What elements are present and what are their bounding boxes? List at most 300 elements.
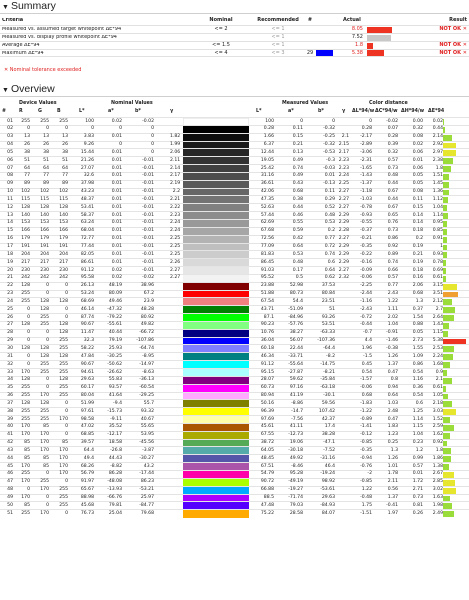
device-b: 255 — [59, 361, 68, 367]
device-g: 166 — [40, 228, 49, 234]
delta-h: 0.05 — [412, 181, 423, 187]
table-row — [0, 478, 469, 486]
delta-h: 0.08 — [412, 134, 423, 140]
row-number: 01 — [7, 118, 13, 124]
measured-l: 67.51 — [260, 463, 274, 469]
device-g: 64 — [43, 165, 49, 171]
nominal-a: 0.02 — [111, 118, 122, 124]
measured-b: 0.64 — [324, 267, 335, 273]
measured-b: 93.26 — [321, 314, 335, 320]
delta-l: -1.5 — [363, 353, 372, 359]
device-r: 170 — [21, 495, 30, 500]
delta-c: 1.78 — [387, 471, 398, 477]
device-b: 85 — [62, 440, 68, 446]
nominal-gamma: 2.19 — [170, 181, 181, 187]
delta-c: 0.44 — [387, 196, 398, 202]
nominal-a: 49.46 — [108, 298, 122, 304]
delta-c: 2.43 — [387, 291, 398, 297]
measured-l: 60.73 — [260, 385, 274, 391]
device-b: 128 — [59, 298, 68, 304]
measured-a: 0.74 — [292, 165, 303, 171]
delta-c: 1.04 — [387, 322, 398, 328]
nominal-l: 86.61 — [80, 259, 94, 265]
nominal-l: 26.13 — [80, 283, 94, 289]
measured-l: 91.12 — [260, 361, 274, 367]
device-b: 0 — [65, 291, 68, 297]
table-row — [0, 423, 469, 431]
header-actual: Actual — [343, 16, 361, 23]
delta-l: -0.85 — [360, 479, 372, 485]
table-row — [0, 462, 469, 470]
delta-l: -1.22 — [360, 408, 372, 414]
nominal-gamma: 2.24 — [170, 228, 181, 234]
device-g: 255 — [40, 314, 49, 320]
device-g: 26 — [43, 142, 49, 148]
delta-h: 0.16 — [412, 275, 423, 281]
device-g: 0 — [46, 126, 49, 132]
nominal-gamma: 2.06 — [170, 149, 181, 155]
delta-e: 1.62 — [432, 432, 443, 438]
summary-title: Summary — [10, 0, 56, 12]
measured-b: 38.28 — [321, 432, 335, 438]
device-r: 0 — [27, 338, 30, 344]
nominal-a: 0.01 — [111, 196, 122, 202]
nominal-l: 9.26 — [83, 142, 94, 148]
delta-c: 0.89 — [387, 251, 398, 257]
delta-c: -0.02 — [386, 118, 398, 124]
nominal-l: 15.44 — [80, 149, 94, 155]
measured-l: 47.48 — [260, 502, 274, 508]
table-row — [0, 141, 469, 149]
delta-e: 0.61 — [432, 275, 443, 281]
device-r: 89 — [24, 181, 30, 187]
nominal-b: 86.23 — [140, 479, 154, 485]
row-number: 36 — [7, 393, 13, 399]
device-r: 26 — [24, 142, 30, 148]
nominal-b: 43.2 — [143, 463, 154, 469]
row-number: 08 — [7, 173, 13, 179]
device-b: 0 — [65, 510, 68, 516]
nominal-l: 48.37 — [80, 196, 94, 202]
device-r: 128 — [21, 377, 30, 383]
delta-e: 2.85 — [432, 479, 443, 485]
summary-recommended: <= 1 — [271, 26, 285, 32]
measured-b: -0.3 — [326, 157, 335, 163]
nominal-a: -66.76 — [107, 495, 122, 500]
nominal-b: -0.01 — [142, 157, 154, 163]
nominal-l: 49.4 — [83, 455, 94, 461]
device-g: 128 — [40, 298, 49, 304]
delta-h: 1.04 — [412, 432, 423, 438]
table-row — [0, 243, 469, 251]
summary-heading[interactable] — [2, 1, 56, 12]
measured-b: -19.24 — [320, 471, 335, 477]
device-b: 0 — [65, 306, 68, 312]
delta-e: 0.69 — [432, 267, 443, 273]
nominal-a: 18.58 — [108, 440, 122, 446]
nominal-a: 0.01 — [111, 181, 122, 187]
delta-c: 0.73 — [387, 228, 398, 234]
nominal-b: 55.65 — [140, 424, 154, 430]
device-b: 77 — [62, 173, 68, 179]
table-row — [0, 250, 469, 258]
delta-l: -0.12 — [360, 432, 372, 438]
nominal-l: 3.83 — [83, 134, 94, 140]
device-b: 128 — [59, 353, 68, 359]
nominal-b: -30.27 — [139, 455, 154, 461]
measured-a: 52.98 — [289, 283, 303, 289]
nominal-b: -17.44 — [139, 471, 154, 477]
nominal-gamma: 2.22 — [170, 204, 181, 210]
nominal-b: -8.95 — [142, 353, 154, 359]
delta-l: -0.21 — [360, 236, 372, 242]
table-row — [0, 415, 469, 423]
delta-e: 1.36 — [432, 189, 443, 195]
measured-b: 42.37 — [321, 416, 335, 422]
device-r: 255 — [21, 510, 30, 516]
delta-c: 1.26 — [387, 353, 398, 359]
table-row — [0, 235, 469, 243]
summary-nominal: <= 4 — [214, 49, 228, 56]
table-row — [0, 352, 469, 360]
nominal-l: 91.97 — [80, 479, 94, 485]
table-row — [0, 172, 469, 180]
nominal-a: -26.8 — [110, 447, 122, 453]
col-nominal-b: b* — [135, 109, 141, 114]
nominal-a: 86.28 — [108, 471, 122, 477]
nominal-a: 93.57 — [108, 385, 122, 391]
row-number: 44 — [7, 455, 13, 461]
measured-b: 0.01 — [324, 173, 335, 179]
nominal-a: 80.09 — [108, 291, 122, 297]
measured-b: -8.2 — [326, 353, 335, 359]
delta-e: 2.53 — [432, 345, 443, 351]
measured-l: 10.76 — [260, 330, 274, 336]
nominal-a: 25.04 — [108, 510, 122, 516]
delta-e: 2.64 — [432, 314, 443, 320]
device-b: 204 — [59, 251, 68, 257]
nominal-l: 43.23 — [80, 189, 94, 195]
nominal-a: -30.25 — [107, 353, 122, 359]
measured-l: 87.1 — [263, 314, 274, 320]
table-row — [0, 282, 469, 290]
nominal-a: 40.44 — [108, 330, 122, 336]
table-row — [0, 180, 469, 188]
measured-l: 77.09 — [260, 244, 274, 249]
nominal-gamma: 2.25 — [170, 236, 181, 242]
delta-h: 0.00 — [412, 118, 423, 124]
delta-e: 1.04 — [432, 204, 443, 210]
device-g: 170 — [40, 393, 49, 399]
summary-row — [0, 49, 469, 57]
measured-b: 0.53 — [324, 220, 335, 226]
col-measured-gamma: γ — [342, 109, 346, 114]
delta-l: -1.57 — [360, 377, 372, 383]
summary-recommended: <= 3 — [271, 49, 285, 56]
delta-e: 3.51 — [432, 291, 443, 297]
delta-h: 0.11 — [412, 196, 423, 202]
nominal-l: 76.73 — [80, 510, 94, 516]
nominal-b: -0.01 — [142, 228, 154, 234]
measured-l: 57.44 — [260, 212, 274, 218]
device-g: 0 — [46, 338, 49, 344]
nominal-b: 55.7 — [143, 400, 154, 406]
measured-a: 59.62 — [289, 377, 303, 383]
device-r: 0 — [27, 330, 30, 336]
measured-b: -7.52 — [323, 447, 335, 453]
device-g: 0 — [46, 330, 49, 336]
table-row — [0, 384, 469, 392]
nominal-a: 79.19 — [108, 338, 122, 344]
nominal-a: 41.64 — [108, 393, 122, 399]
nominal-l: 68.04 — [80, 228, 94, 234]
delta-l: -0.85 — [360, 440, 372, 446]
measured-a: 0.43 — [292, 181, 303, 187]
device-b: 191 — [59, 244, 68, 249]
measured-b: 84.07 — [321, 510, 335, 516]
device-g: 38 — [43, 149, 49, 155]
row-number: 02 — [7, 126, 13, 132]
measured-a: 0.11 — [292, 126, 303, 132]
device-r: 170 — [21, 479, 30, 485]
row-number: 17 — [7, 244, 13, 249]
delta-e: 2.49 — [432, 510, 443, 516]
delta-h: 0.06 — [412, 165, 423, 171]
delta-h: 0.26 — [412, 510, 423, 516]
device-g: 255 — [40, 479, 49, 485]
row-number: 39 — [7, 416, 13, 422]
delta-e: 1.12 — [432, 196, 443, 202]
row-number: 30 — [7, 345, 13, 351]
nominal-a: 0 — [119, 142, 122, 148]
nominal-l: 47.02 — [80, 424, 94, 430]
delta-l: -0.06 — [360, 275, 372, 281]
device-b: 179 — [59, 236, 68, 242]
table-row — [0, 117, 469, 125]
group-device-values: Device Values — [19, 101, 57, 106]
measured-a: 0.68 — [292, 189, 303, 195]
delta-e: 5.38 — [432, 338, 443, 344]
delta-l: 1.22 — [361, 487, 372, 493]
nominal-b: -14.97 — [139, 361, 154, 367]
delta-l: -0.94 — [360, 455, 372, 461]
delta-e: 2.1 — [435, 377, 443, 383]
nominal-b: 49.82 — [140, 322, 154, 328]
measured-l: 97.69 — [260, 416, 274, 422]
delta-e: 1.15 — [432, 330, 443, 336]
nominal-a: -15.73 — [107, 408, 122, 414]
device-r: 140 — [21, 212, 30, 218]
nominal-l: 21.26 — [80, 157, 94, 163]
device-b: 255 — [59, 502, 68, 508]
delta-h: 0.18 — [412, 228, 423, 234]
delta-c: 1.26 — [387, 455, 398, 461]
device-r: 128 — [21, 400, 30, 406]
measured-a: -19.27 — [288, 487, 303, 493]
nominal-gamma: 2.27 — [170, 267, 181, 273]
delta-c: 0.48 — [387, 173, 398, 179]
delta-c: 0.47 — [387, 369, 398, 375]
nominal-a: -12.17 — [107, 432, 122, 438]
measured-gamma: 2.23 — [338, 157, 349, 163]
delta-c: 0.67 — [387, 204, 398, 210]
measured-a: 97.16 — [289, 385, 303, 391]
delta-c: 1.3 — [390, 447, 398, 453]
device-g: 242 — [40, 275, 49, 281]
nominal-l: 45.68 — [80, 502, 94, 508]
measured-b: 98.92 — [321, 479, 335, 485]
measured-b: -63.33 — [320, 330, 335, 336]
collapse-triangle-icon[interactable]: ▼ — [2, 87, 9, 94]
delta-c: 0.74 — [387, 259, 398, 265]
delta-c: 0.57 — [387, 157, 398, 163]
delta-l: -0.48 — [360, 495, 372, 500]
nominal-a: 0.01 — [111, 157, 122, 163]
row-number: 34 — [7, 377, 13, 383]
device-g: 128 — [40, 345, 49, 351]
col-nominal-a: a* — [108, 109, 114, 114]
nominal-a: 0 — [119, 126, 122, 132]
delta-e: 0.78 — [432, 259, 443, 265]
delta-c: -0.91 — [386, 330, 398, 336]
device-g: 0 — [46, 502, 49, 508]
row-number: 46 — [7, 471, 13, 477]
delta-l: -2.43 — [360, 306, 372, 312]
delta-h: 0.14 — [412, 220, 423, 226]
overview-group-headers — [0, 101, 469, 108]
delta-c: 0.39 — [387, 142, 398, 148]
delta-e: 2.12 — [432, 298, 443, 304]
measured-l: 80.94 — [260, 393, 274, 399]
device-r: 255 — [21, 298, 30, 304]
measured-a: -30.18 — [288, 447, 303, 453]
summary-criteria: Measured vs. display profile whitepoint ΔE*94 — [2, 35, 117, 40]
nominal-gamma: 1.99 — [170, 142, 181, 148]
row-number: 18 — [7, 251, 13, 257]
nominal-l: 87.74 — [80, 314, 94, 320]
nominal-b: -0.01 — [142, 181, 154, 187]
device-r: 217 — [21, 259, 30, 265]
device-b: 255 — [59, 487, 68, 493]
table-row — [0, 148, 469, 156]
measured-a: 0.38 — [292, 196, 303, 202]
header-nominal: Nominal — [209, 16, 233, 23]
device-g: 170 — [40, 432, 49, 438]
delta-c: 1.37 — [387, 361, 398, 367]
measured-l: 36.04 — [260, 338, 274, 344]
nominal-a: 0.01 — [111, 251, 122, 257]
device-g: 0 — [46, 291, 49, 297]
device-g: 128 — [40, 400, 49, 406]
delta-e: 3.15 — [432, 283, 443, 289]
summary-actual-bar-fill — [367, 43, 373, 49]
device-r: 128 — [21, 204, 30, 210]
nominal-a: 0.01 — [111, 134, 122, 140]
delta-h: 0.68 — [412, 291, 423, 297]
delta-c: 0.25 — [387, 440, 398, 446]
collapse-triangle-icon[interactable]: ▼ — [2, 4, 9, 11]
nominal-b: -0.01 — [142, 165, 154, 171]
summary-recommended: <= 1 — [271, 34, 285, 40]
measured-gamma: 2.25 — [338, 181, 349, 187]
overview-heading[interactable] — [2, 84, 55, 95]
delta-l: 0.54 — [361, 369, 372, 375]
col-g: G — [38, 109, 42, 114]
measured-gamma: 2.27 — [338, 189, 349, 195]
row-number: 07 — [7, 165, 13, 171]
header-hash: # — [307, 16, 313, 23]
table-row — [0, 376, 469, 384]
measured-l: 91.03 — [260, 267, 274, 273]
delta-c: 0.77 — [387, 283, 398, 289]
measured-l: 12.44 — [260, 149, 274, 155]
measured-l: 81.83 — [260, 251, 274, 257]
delta-c: 0.47 — [387, 416, 398, 422]
measured-l: 62.69 — [260, 220, 274, 226]
delta-c: 1.23 — [387, 432, 398, 438]
delta-e: 1.86 — [432, 455, 443, 461]
row-number: 12 — [7, 204, 13, 210]
device-r: 13 — [24, 134, 30, 140]
device-g: 140 — [40, 212, 49, 218]
nominal-b: -0.02 — [142, 118, 154, 124]
nominal-a: 0.01 — [111, 165, 122, 171]
device-r: 204 — [21, 251, 30, 257]
nominal-l: 47.84 — [80, 353, 94, 359]
measured-l: 64.05 — [260, 447, 274, 453]
delta-e: 1.8 — [435, 165, 443, 171]
device-b: 170 — [59, 463, 68, 469]
measured-b: -0.53 — [323, 149, 335, 155]
nominal-b: -0.01 — [142, 244, 154, 249]
nominal-b: -0.01 — [142, 189, 154, 195]
device-r: 128 — [21, 345, 30, 351]
row-number: 45 — [7, 463, 13, 469]
table-row — [0, 274, 469, 282]
nominal-gamma: 2.24 — [170, 220, 181, 226]
device-r: 230 — [21, 267, 30, 273]
delta-h: 0.05 — [412, 173, 423, 179]
device-g: 115 — [40, 196, 49, 202]
measured-a: 0.42 — [292, 236, 303, 242]
delta-c: -0.41 — [386, 502, 398, 508]
table-row — [0, 486, 469, 494]
summary-header-row — [0, 16, 469, 24]
nominal-a: -9.4 — [113, 400, 122, 406]
nominal-l: 46.14 — [80, 306, 94, 312]
nominal-b: -3.87 — [142, 447, 154, 453]
delta-l: -0.93 — [360, 212, 372, 218]
delta-l: -0.06 — [360, 385, 372, 391]
nominal-gamma: 1.82 — [170, 134, 181, 140]
measured-a: -27.87 — [288, 369, 303, 375]
table-row — [0, 344, 469, 352]
measured-gamma: 2.27 — [338, 236, 349, 242]
device-b: 255 — [59, 345, 68, 351]
summary-actual: 5.38 — [351, 49, 363, 56]
measured-b: -8.21 — [323, 369, 335, 375]
nominal-b: -0.01 — [142, 196, 154, 202]
measured-a: 0.15 — [292, 134, 303, 140]
table-row — [0, 203, 469, 211]
measured-l: 23.88 — [260, 283, 274, 289]
device-g: 255 — [40, 322, 49, 328]
delta-h: 1.25 — [412, 408, 423, 414]
measured-l: 31.16 — [260, 173, 274, 179]
delta-h: 2.06 — [412, 283, 423, 289]
device-b: 38 — [62, 149, 68, 155]
measured-b: 0.6 — [327, 259, 335, 265]
